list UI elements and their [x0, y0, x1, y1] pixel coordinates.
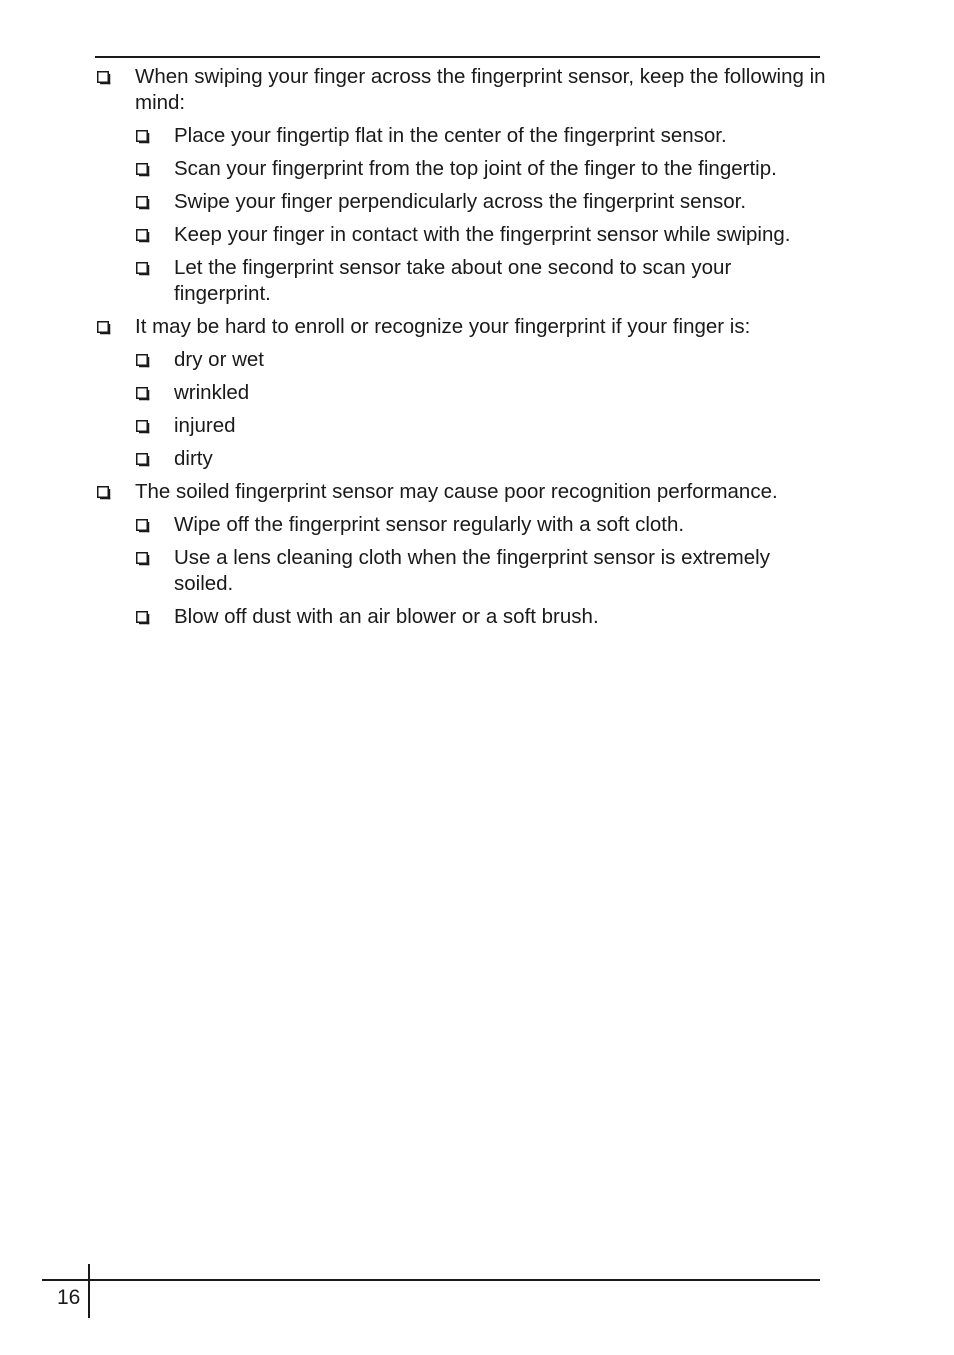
sub-list-item: [134, 347, 830, 373]
sub-list-item: [134, 413, 830, 439]
list-item-text: dirty: [174, 447, 213, 470]
sub-list-item: [134, 604, 830, 630]
list-item: [95, 64, 830, 116]
checkbox-bullet-icon: [136, 229, 150, 243]
bullet-list: [95, 64, 830, 637]
checkbox-bullet-icon: [97, 321, 111, 335]
sub-list-item: [134, 512, 830, 538]
checkbox-bullet-icon: [136, 420, 150, 434]
checkbox-bullet-icon: [136, 387, 150, 401]
checkbox-bullet-icon: [136, 196, 150, 210]
list-item-text: When swiping your finger across the fingerprint sensor, keep the following in mind:: [135, 65, 826, 114]
sub-list-item: [134, 545, 830, 597]
list-item-text: injured: [174, 414, 236, 437]
checkbox-bullet-icon: [136, 130, 150, 144]
checkbox-bullet-icon: [136, 611, 150, 625]
sub-list-item: [134, 156, 830, 182]
checkbox-bullet-icon: [136, 163, 150, 177]
footer-rule: [42, 1279, 820, 1281]
page-number: 16: [57, 1286, 81, 1309]
list-item-text: Scan your fingerprint from the top joint of the finger to the fingertip.: [174, 157, 777, 180]
checkbox-bullet-icon: [136, 262, 150, 276]
list-item-text: Wipe off the fingerprint sensor regularly with a soft cloth.: [174, 513, 685, 536]
list-item: [95, 314, 830, 340]
list-item-text: Keep your finger in contact with the fingerprint sensor while swiping.: [174, 223, 791, 246]
list-item-text: Place your fingertip flat in the center of the fingerprint sensor.: [174, 124, 727, 147]
checkbox-bullet-icon: [136, 354, 150, 368]
list-item-text: Swipe your finger perpendicularly across the fingerprint sensor.: [174, 190, 747, 213]
list-item-text: Use a lens cleaning cloth when the fingerprint sensor is extremely soiled.: [174, 546, 770, 595]
checkbox-bullet-icon: [136, 519, 150, 533]
list-item-text: The soiled fingerprint sensor may cause poor recognition performance.: [135, 480, 778, 503]
sub-list-item: [134, 189, 830, 215]
list-item-text: wrinkled: [174, 381, 250, 404]
sub-list-item: [134, 446, 830, 472]
list-item-text: It may be hard to enroll or recognize your fingerprint if your finger is:: [135, 315, 751, 338]
sub-list-item: [134, 123, 830, 149]
checkbox-bullet-icon: [136, 453, 150, 467]
sub-list-item: [134, 255, 830, 307]
checkbox-bullet-icon: [136, 552, 150, 566]
list-item-text: Let the fingerprint sensor take about one second to scan your fingerprint.: [174, 256, 732, 305]
checkbox-bullet-icon: [97, 71, 111, 85]
header-rule: [95, 56, 820, 58]
checkbox-bullet-icon: [97, 486, 111, 500]
list-item-text: Blow off dust with an air blower or a soft brush.: [174, 605, 599, 628]
page-number-divider: [88, 1264, 90, 1318]
list-item: [95, 479, 830, 505]
sub-list-item: [134, 222, 830, 248]
list-item-text: dry or wet: [174, 348, 264, 371]
sub-list-item: [134, 380, 830, 406]
